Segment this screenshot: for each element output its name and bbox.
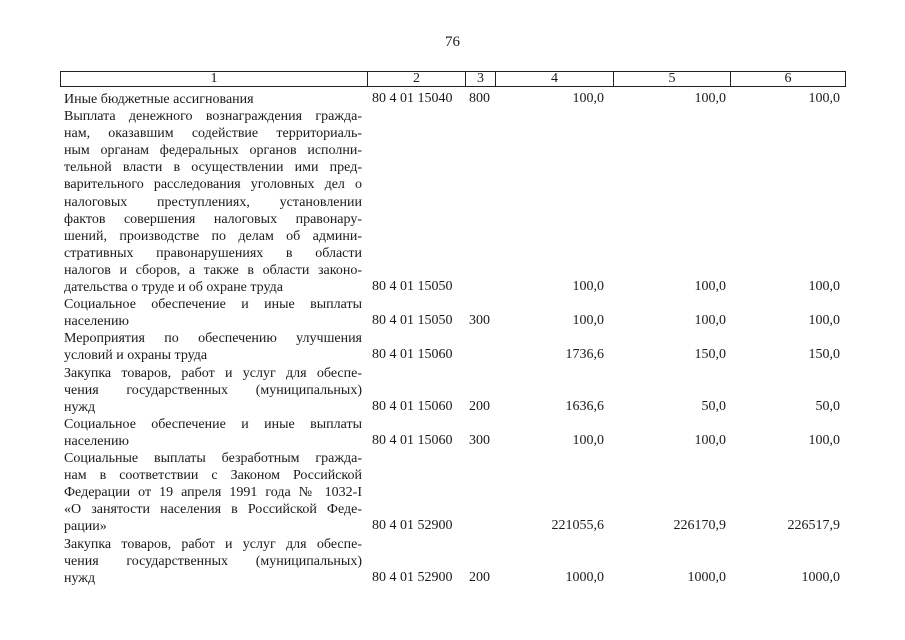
description-line: дательства о труде и об охране труда bbox=[64, 280, 283, 296]
description-line: Закупка товаров, работ и услуг для обеспе- bbox=[64, 365, 362, 381]
row-value-col-4: 100,0 bbox=[572, 432, 604, 448]
description-line: «О занятости населения в Российской Феде- bbox=[64, 502, 362, 518]
row-value-col-4: 221055,6 bbox=[551, 518, 604, 534]
description-line: стративных правонарушениях в области bbox=[64, 245, 362, 261]
row-description bbox=[64, 91, 362, 108]
header-col-5: 5 bbox=[614, 72, 731, 86]
description-line: населению bbox=[64, 314, 129, 330]
header-col-1: 1 bbox=[61, 72, 368, 86]
row-value-col-6: 100,0 bbox=[808, 279, 840, 295]
row-description bbox=[64, 536, 362, 587]
row-expense-type: 200 bbox=[469, 569, 490, 585]
row-description bbox=[64, 365, 362, 416]
row-value-col-6: 50,0 bbox=[815, 398, 840, 414]
description-line: Выплата денежного вознаграждения гражда- bbox=[64, 109, 362, 125]
row-expense-type: 300 bbox=[469, 313, 490, 329]
row-value-col-6: 100,0 bbox=[808, 432, 840, 448]
row-code: 80 4 01 15040 bbox=[372, 91, 453, 106]
row-code: 80 4 01 15060 bbox=[372, 347, 453, 363]
row-value-col-5: 100,0 bbox=[694, 432, 726, 448]
row-value-col-5: 100,0 bbox=[694, 91, 726, 106]
description-line: Мероприятия по обеспечению улучшения bbox=[64, 331, 362, 347]
description-line: фактов совершения налоговых правонару- bbox=[64, 211, 362, 227]
row-value-col-6: 226517,9 bbox=[787, 518, 840, 534]
description-line: условий и охраны труда bbox=[64, 348, 208, 364]
description-line: шений, производстве по делам об админи- bbox=[64, 228, 362, 244]
row-value-col-6: 100,0 bbox=[808, 91, 840, 106]
description-line: нам, оказавшим содействие территориаль- bbox=[64, 126, 362, 142]
description-line: налогов и сборов, а также в области законо- bbox=[64, 262, 362, 278]
description-line: Закупка товаров, работ и услуг для обеспе- bbox=[64, 536, 362, 552]
row-value-col-4: 100,0 bbox=[572, 91, 604, 106]
row-value-col-4: 100,0 bbox=[572, 313, 604, 329]
description-line: варительного расследования уголовных дел о bbox=[64, 177, 362, 193]
page-number: 76 bbox=[445, 34, 460, 50]
row-value-col-5: 50,0 bbox=[701, 398, 726, 414]
row-value-col-5: 1000,0 bbox=[687, 569, 726, 585]
description-line: нужд bbox=[64, 399, 96, 415]
row-description bbox=[64, 450, 362, 535]
row-description bbox=[64, 330, 362, 364]
row-value-col-4: 1636,6 bbox=[565, 398, 604, 414]
row-value-col-4: 1736,6 bbox=[565, 347, 604, 363]
header-col-4: 4 bbox=[496, 72, 614, 86]
row-description bbox=[64, 108, 362, 296]
row-value-col-6: 100,0 bbox=[808, 313, 840, 329]
row-value-col-5: 100,0 bbox=[694, 279, 726, 295]
row-value-col-5: 150,0 bbox=[694, 347, 726, 363]
row-value-col-5: 226170,9 bbox=[673, 518, 726, 534]
header-col-2: 2 bbox=[368, 72, 466, 86]
row-code: 80 4 01 15050 bbox=[372, 313, 453, 329]
description-line: чения государственных (муниципальных) bbox=[64, 382, 362, 398]
row-code: 80 4 01 15060 bbox=[372, 398, 453, 414]
row-value-col-5: 100,0 bbox=[694, 313, 726, 329]
row-code: 80 4 01 52900 bbox=[372, 569, 453, 585]
description-line: Социальное обеспечение и иные выплаты bbox=[64, 416, 362, 432]
row-value-col-4: 100,0 bbox=[572, 279, 604, 295]
description-line: населению bbox=[64, 433, 129, 449]
row-expense-type: 200 bbox=[469, 398, 490, 414]
description-line: Иные бюджетные ассигнования bbox=[64, 92, 254, 107]
description-line: нужд bbox=[64, 570, 96, 586]
row-value-col-6: 150,0 bbox=[808, 347, 840, 363]
row-expense-type: 300 bbox=[469, 432, 490, 448]
description-line: рации» bbox=[64, 519, 107, 535]
row-value-col-4: 1000,0 bbox=[565, 569, 604, 585]
description-line: налоговых преступлениях, установлении bbox=[64, 194, 362, 210]
description-line: Социальное обеспечение и иные выплаты bbox=[64, 297, 362, 313]
row-description bbox=[64, 416, 362, 450]
header-col-3: 3 bbox=[466, 72, 496, 86]
row-code: 80 4 01 15050 bbox=[372, 279, 453, 295]
description-line: Федерации от 19 апреля 1991 года № 1032-I bbox=[64, 485, 362, 501]
description-line: нам в соответствии с Законом Российской bbox=[64, 468, 362, 484]
description-line: чения государственных (муниципальных) bbox=[64, 553, 362, 569]
row-value-col-6: 1000,0 bbox=[801, 569, 840, 585]
description-line: Социальные выплаты безработным гражда- bbox=[64, 451, 362, 467]
table-header bbox=[60, 71, 846, 87]
row-code: 80 4 01 52900 bbox=[372, 518, 453, 534]
description-line: ным органам федеральных органов исполни- bbox=[64, 143, 362, 159]
header-col-6: 6 bbox=[784, 71, 792, 86]
row-code: 80 4 01 15060 bbox=[372, 432, 453, 448]
row-expense-type: 800 bbox=[469, 91, 490, 106]
row-description bbox=[64, 296, 362, 330]
description-line: тельной власти в осуществлении ими пред- bbox=[64, 160, 362, 176]
